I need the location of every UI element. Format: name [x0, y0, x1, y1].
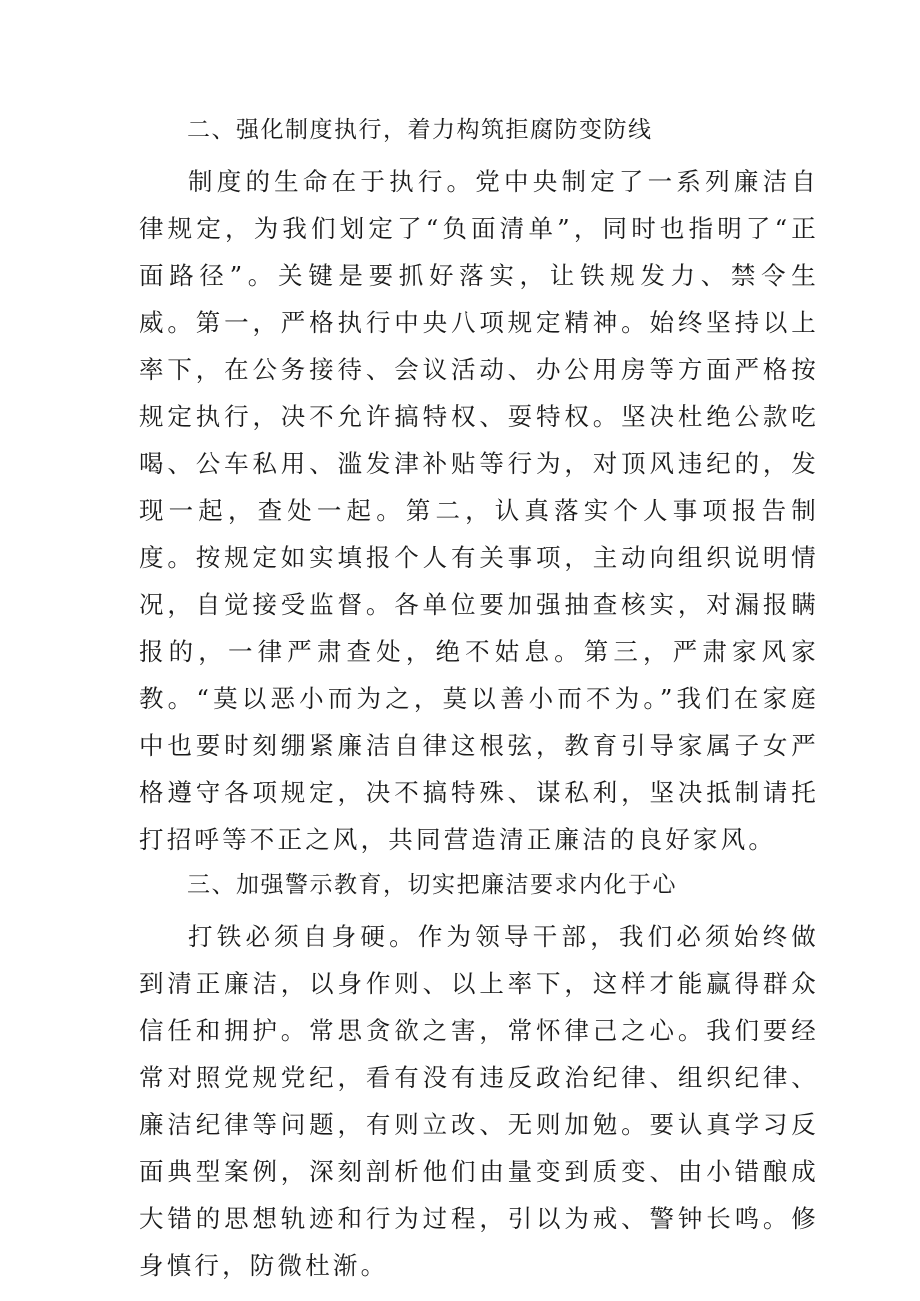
section-two-heading: 二、强化制度执行，着力构筑拒腐防变防线	[187, 117, 653, 143]
section-two-paragraph: 制度的生命在于执行。党中央制定了一系列廉洁自律规定，为我们划定了“负面清单”，同时也指明了“正面路径”。关键是要抓好落实，让铁规发力、禁令生威。第一，严格执行中央八项规定精神。始终坚持以上率下，在公务接待、会议活动、办公用房等方面严格按规定执行，决不允许搞特权、耍特权。坚决杜绝公款吃喝、公车私用、滥发津补贴等行为，对顶风违纪的，发现一起，查处一起。第二，认真落实个人事项报告制度。按规定如实填报个人有关事项，主动向组织说明情况，自觉接受监督。各单位要加强抽查核实，对漏报瞒报的，一律严肃查处，绝不姑息。第三，严肃家风家教。“莫以恶小而为之，莫以善小而不为。”我们在家庭中也要时刻绷紧廉洁自律这根弦，教育引导家属子女严格遵守各项规定，决不搞特殊、谋私利，坚决抵制请托打招呼等不正之风，共同营造清正廉洁的良好家风。	[139, 167, 819, 854]
section-three-paragraph: 打铁必须自身硬。作为领导干部，我们必须始终做到清正廉洁，以身作则、以上率下，这样才能赢得群众信任和拥护。常思贪欲之害，常怀律己之心。我们要经常对照党规党纪，看有没有违反政治纪律、组织纪律、廉洁纪律等问题，有则立改、无则加勉。要认真学习反面典型案例，深刻剖析他们由量变到质变、由小错酿成大错的思想轨迹和行为过程，引以为戒、警钟长鸣。修身慎行，防微杜渐。	[139, 922, 819, 1280]
section-three-heading: 三、加强警示教育，切实把廉洁要求内化于心	[187, 872, 677, 898]
